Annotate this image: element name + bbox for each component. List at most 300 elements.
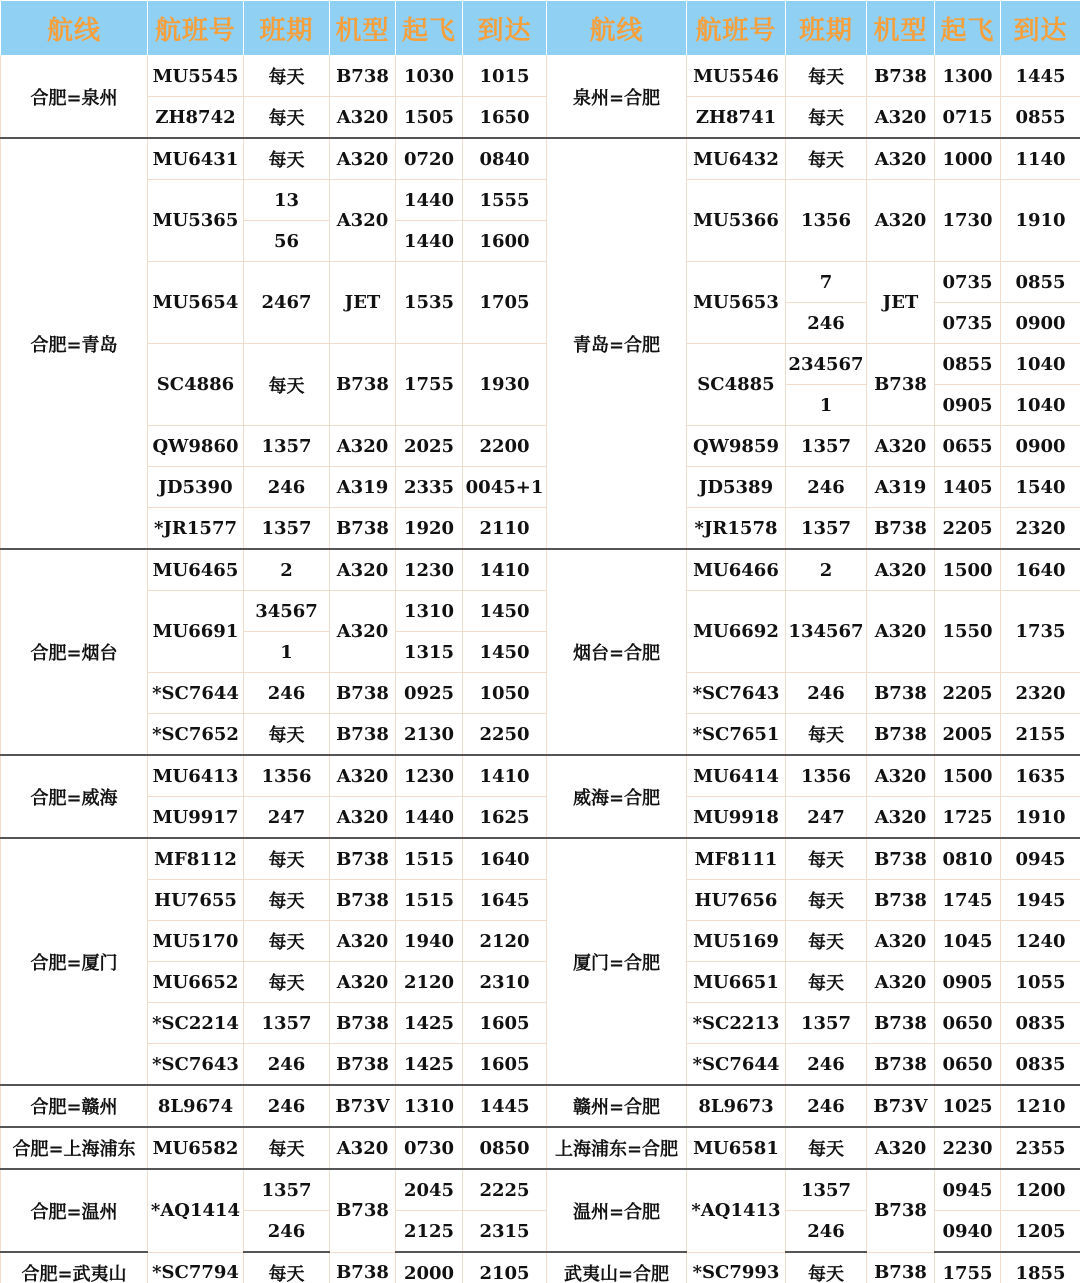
flight-no-cell: *SC7644 xyxy=(687,1044,786,1086)
header-schedule-days: 班期 xyxy=(786,1,867,56)
flight-no-cell: *AQ1414 xyxy=(148,1169,244,1252)
aircraft-cell: A320 xyxy=(867,797,935,839)
arrival-cell: 1140 xyxy=(1001,138,1080,180)
departure-cell: 0905 xyxy=(935,385,1001,426)
aircraft-cell: A320 xyxy=(330,591,396,673)
days-cell: 13 xyxy=(244,180,330,221)
arrival-cell: 1040 xyxy=(1001,344,1080,385)
days-cell: 1 xyxy=(786,385,867,426)
arrival-cell: 1705 xyxy=(463,262,547,344)
departure-cell: 0735 xyxy=(935,262,1001,303)
departure-cell: 1920 xyxy=(396,508,463,550)
departure-cell: 1500 xyxy=(935,549,1001,591)
aircraft-cell: B73V xyxy=(330,1085,396,1127)
days-cell: 246 xyxy=(244,1085,330,1127)
header-aircraft: 机型 xyxy=(867,1,935,56)
departure-cell: 2205 xyxy=(935,508,1001,550)
aircraft-cell: A319 xyxy=(867,467,935,508)
arrival-cell: 0850 xyxy=(463,1127,547,1169)
days-cell: 234567 xyxy=(786,344,867,385)
aircraft-cell: B738 xyxy=(330,1252,396,1283)
aircraft-cell: A320 xyxy=(330,755,396,797)
flight-no-cell: MU9918 xyxy=(687,797,786,839)
departure-cell: 2000 xyxy=(396,1252,463,1283)
days-cell: 1357 xyxy=(244,508,330,550)
aircraft-cell: A320 xyxy=(330,97,396,139)
arrival-cell: 1735 xyxy=(1001,591,1080,673)
flight-no-cell: *SC7652 xyxy=(148,714,244,756)
flight-no-cell: MU6582 xyxy=(148,1127,244,1169)
aircraft-cell: A320 xyxy=(330,180,396,262)
flight-no-cell: MU5545 xyxy=(148,56,244,97)
days-cell: 246 xyxy=(244,467,330,508)
arrival-cell: 1635 xyxy=(1001,755,1080,797)
aircraft-cell: JET xyxy=(330,262,396,344)
days-cell: 每天 xyxy=(786,97,867,139)
route-cell: 泉州=合肥 xyxy=(547,56,687,139)
departure-cell: 1505 xyxy=(396,97,463,139)
departure-cell: 0650 xyxy=(935,1044,1001,1086)
departure-cell: 1425 xyxy=(396,1003,463,1044)
flight-no-cell: MF8111 xyxy=(687,838,786,880)
days-cell: 34567 xyxy=(244,591,330,632)
departure-cell: 1535 xyxy=(396,262,463,344)
arrival-cell: 1945 xyxy=(1001,880,1080,921)
days-cell: 1357 xyxy=(786,508,867,550)
arrival-cell: 1625 xyxy=(463,797,547,839)
days-cell: 每天 xyxy=(786,714,867,756)
departure-cell: 1755 xyxy=(396,344,463,426)
aircraft-cell: B738 xyxy=(330,714,396,756)
arrival-cell: 2355 xyxy=(1001,1127,1080,1169)
days-cell: 2467 xyxy=(244,262,330,344)
arrival-cell: 0945 xyxy=(1001,838,1080,880)
arrival-cell: 2310 xyxy=(463,962,547,1003)
arrival-cell: 2320 xyxy=(1001,508,1080,550)
aircraft-cell: A320 xyxy=(867,591,935,673)
table-row xyxy=(1,180,1080,221)
aircraft-cell: A320 xyxy=(330,549,396,591)
flight-no-cell: MU6465 xyxy=(148,549,244,591)
table-row xyxy=(1,1044,1080,1086)
route-cell: 合肥=厦门 xyxy=(1,838,148,1085)
days-cell: 每天 xyxy=(244,56,330,97)
days-cell: 每天 xyxy=(786,138,867,180)
aircraft-cell: A320 xyxy=(330,797,396,839)
flight-no-cell: MU6651 xyxy=(687,962,786,1003)
departure-cell: 2130 xyxy=(396,714,463,756)
days-cell: 2 xyxy=(786,549,867,591)
flight-no-cell: *JR1578 xyxy=(687,508,786,550)
header-schedule-days: 班期 xyxy=(244,1,330,56)
arrival-cell: 1645 xyxy=(463,880,547,921)
flight-no-cell: MU5653 xyxy=(687,262,786,344)
header-flight-no: 航班号 xyxy=(148,1,244,56)
aircraft-cell: A320 xyxy=(867,755,935,797)
arrival-cell: 0045+1 xyxy=(463,467,547,508)
departure-cell: 1230 xyxy=(396,549,463,591)
arrival-cell: 1605 xyxy=(463,1044,547,1086)
route-cell: 合肥=烟台 xyxy=(1,549,148,755)
days-cell: 56 xyxy=(244,221,330,262)
flight-no-cell: 8L9673 xyxy=(687,1085,786,1127)
route-cell: 赣州=合肥 xyxy=(547,1085,687,1127)
arrival-cell: 0900 xyxy=(1001,303,1080,344)
days-cell: 2 xyxy=(244,549,330,591)
departure-cell: 1025 xyxy=(935,1085,1001,1127)
days-cell: 246 xyxy=(786,467,867,508)
aircraft-cell: A320 xyxy=(867,97,935,139)
aircraft-cell: B738 xyxy=(867,673,935,714)
aircraft-cell: B738 xyxy=(330,1003,396,1044)
header-arrival: 到达 xyxy=(463,1,547,56)
flight-no-cell: *SC2213 xyxy=(687,1003,786,1044)
departure-cell: 0655 xyxy=(935,426,1001,467)
route-cell: 烟台=合肥 xyxy=(547,549,687,755)
departure-cell: 1300 xyxy=(935,56,1001,97)
days-cell: 每天 xyxy=(786,921,867,962)
departure-cell: 0925 xyxy=(396,673,463,714)
aircraft-cell: A320 xyxy=(867,962,935,1003)
aircraft-cell: A320 xyxy=(330,426,396,467)
aircraft-cell: JET xyxy=(867,262,935,344)
aircraft-cell: B738 xyxy=(330,838,396,880)
aircraft-cell: B738 xyxy=(330,880,396,921)
table-row xyxy=(1,1003,1080,1044)
table-row xyxy=(1,262,1080,303)
departure-cell: 1310 xyxy=(396,591,463,632)
departure-cell: 0905 xyxy=(935,962,1001,1003)
arrival-cell: 2120 xyxy=(463,921,547,962)
aircraft-cell: B738 xyxy=(330,1044,396,1086)
flight-no-cell: JD5390 xyxy=(148,467,244,508)
flight-no-cell: MU6692 xyxy=(687,591,786,673)
arrival-cell: 0855 xyxy=(1001,262,1080,303)
route-cell: 威海=合肥 xyxy=(547,755,687,838)
flight-no-cell: MU5654 xyxy=(148,262,244,344)
flight-no-cell: MU6432 xyxy=(687,138,786,180)
days-cell: 每天 xyxy=(244,1252,330,1283)
departure-cell: 1515 xyxy=(396,838,463,880)
aircraft-cell: B738 xyxy=(867,344,935,426)
route-cell: 合肥=青岛 xyxy=(1,138,148,549)
flight-no-cell: MU6691 xyxy=(148,591,244,673)
header-departure: 起飞 xyxy=(396,1,463,56)
departure-cell: 1440 xyxy=(396,221,463,262)
days-cell: 246 xyxy=(786,303,867,344)
route-cell: 青岛=合肥 xyxy=(547,138,687,549)
aircraft-cell: A320 xyxy=(867,426,935,467)
flight-no-cell: *SC7651 xyxy=(687,714,786,756)
aircraft-cell: A320 xyxy=(867,921,935,962)
days-cell: 每天 xyxy=(786,1252,867,1283)
arrival-cell: 1450 xyxy=(463,632,547,673)
days-cell: 每天 xyxy=(244,1127,330,1169)
flight-no-cell: *SC7643 xyxy=(148,1044,244,1086)
departure-cell: 1730 xyxy=(935,180,1001,262)
days-cell: 每天 xyxy=(244,921,330,962)
days-cell: 1356 xyxy=(786,180,867,262)
route-cell: 合肥=赣州 xyxy=(1,1085,148,1127)
flight-no-cell: MU6466 xyxy=(687,549,786,591)
flight-no-cell: MU9917 xyxy=(148,797,244,839)
days-cell: 1357 xyxy=(244,1003,330,1044)
aircraft-cell: A320 xyxy=(330,921,396,962)
departure-cell: 0650 xyxy=(935,1003,1001,1044)
departure-cell: 0855 xyxy=(935,344,1001,385)
departure-cell: 1045 xyxy=(935,921,1001,962)
aircraft-cell: B73V xyxy=(867,1085,935,1127)
flight-no-cell: *SC2214 xyxy=(148,1003,244,1044)
aircraft-cell: B738 xyxy=(330,673,396,714)
route-cell: 合肥=泉州 xyxy=(1,56,148,139)
flight-no-cell: MU5366 xyxy=(687,180,786,262)
flight-no-cell: *SC7643 xyxy=(687,673,786,714)
departure-cell: 1230 xyxy=(396,755,463,797)
flight-no-cell: *SC7993 xyxy=(687,1252,786,1283)
departure-cell: 2230 xyxy=(935,1127,1001,1169)
departure-cell: 1440 xyxy=(396,797,463,839)
departure-cell: 1310 xyxy=(396,1085,463,1127)
flight-no-cell: JD5389 xyxy=(687,467,786,508)
days-cell: 246 xyxy=(786,673,867,714)
route-cell: 合肥=上海浦东 xyxy=(1,1127,148,1169)
days-cell: 7 xyxy=(786,262,867,303)
arrival-cell: 1910 xyxy=(1001,180,1080,262)
flight-no-cell: MU5170 xyxy=(148,921,244,962)
table-row xyxy=(1,838,1080,880)
table-row xyxy=(1,467,1080,508)
departure-cell: 2045 xyxy=(396,1169,463,1211)
table-row xyxy=(1,56,1080,97)
departure-cell: 1000 xyxy=(935,138,1001,180)
days-cell: 1357 xyxy=(786,1003,867,1044)
days-cell: 每天 xyxy=(786,838,867,880)
flight-no-cell: *SC7794 xyxy=(148,1252,244,1283)
arrival-cell: 0835 xyxy=(1001,1044,1080,1086)
aircraft-cell: B738 xyxy=(867,56,935,97)
arrival-cell: 0835 xyxy=(1001,1003,1080,1044)
aircraft-cell: B738 xyxy=(330,344,396,426)
flight-no-cell: SC4885 xyxy=(687,344,786,426)
flight-no-cell: MU6652 xyxy=(148,962,244,1003)
aircraft-cell: B738 xyxy=(867,1252,935,1283)
table-row xyxy=(1,673,1080,714)
route-cell: 温州=合肥 xyxy=(547,1169,687,1252)
departure-cell: 1030 xyxy=(396,56,463,97)
departure-cell: 2125 xyxy=(396,1211,463,1253)
flight-no-cell: 8L9674 xyxy=(148,1085,244,1127)
route-cell: 武夷山=合肥 xyxy=(547,1252,687,1283)
header-aircraft: 机型 xyxy=(330,1,396,56)
arrival-cell: 2110 xyxy=(463,508,547,550)
aircraft-cell: B738 xyxy=(867,714,935,756)
departure-cell: 1440 xyxy=(396,180,463,221)
arrival-cell: 1445 xyxy=(1001,56,1080,97)
table-row xyxy=(1,344,1080,385)
departure-cell: 2205 xyxy=(935,673,1001,714)
arrival-cell: 1640 xyxy=(1001,549,1080,591)
arrival-cell: 1240 xyxy=(1001,921,1080,962)
days-cell: 每天 xyxy=(244,344,330,426)
departure-cell: 2335 xyxy=(396,467,463,508)
days-cell: 246 xyxy=(244,1044,330,1086)
table-row xyxy=(1,880,1080,921)
days-cell: 每天 xyxy=(244,880,330,921)
arrival-cell: 2250 xyxy=(463,714,547,756)
table-row xyxy=(1,508,1080,550)
arrival-cell: 1910 xyxy=(1001,797,1080,839)
departure-cell: 2005 xyxy=(935,714,1001,756)
aircraft-cell: B738 xyxy=(867,508,935,550)
days-cell: 1357 xyxy=(786,1169,867,1211)
arrival-cell: 1540 xyxy=(1001,467,1080,508)
flight-no-cell: QW9859 xyxy=(687,426,786,467)
days-cell: 每天 xyxy=(786,880,867,921)
table-row xyxy=(1,549,1080,591)
departure-cell: 1755 xyxy=(935,1252,1001,1283)
aircraft-cell: A320 xyxy=(867,180,935,262)
aircraft-cell: B738 xyxy=(867,1169,935,1252)
arrival-cell: 1445 xyxy=(463,1085,547,1127)
aircraft-cell: A320 xyxy=(330,1127,396,1169)
flight-no-cell: ZH8742 xyxy=(148,97,244,139)
flight-no-cell: MF8112 xyxy=(148,838,244,880)
arrival-cell: 2155 xyxy=(1001,714,1080,756)
route-cell: 厦门=合肥 xyxy=(547,838,687,1085)
arrival-cell: 0840 xyxy=(463,138,547,180)
days-cell: 1356 xyxy=(244,755,330,797)
departure-cell: 1725 xyxy=(935,797,1001,839)
days-cell: 每天 xyxy=(244,138,330,180)
aircraft-cell: B738 xyxy=(330,508,396,550)
flight-no-cell: *JR1577 xyxy=(148,508,244,550)
header-route-return: 航线 xyxy=(547,1,687,56)
days-cell: 247 xyxy=(786,797,867,839)
days-cell: 246 xyxy=(244,1211,330,1253)
arrival-cell: 1410 xyxy=(463,755,547,797)
aircraft-cell: B738 xyxy=(867,880,935,921)
departure-cell: 0735 xyxy=(935,303,1001,344)
flight-no-cell: SC4886 xyxy=(148,344,244,426)
arrival-cell: 1410 xyxy=(463,549,547,591)
aircraft-cell: B738 xyxy=(867,838,935,880)
table-row xyxy=(1,1085,1080,1127)
flight-no-cell: *AQ1413 xyxy=(687,1169,786,1252)
arrival-cell: 2105 xyxy=(463,1252,547,1283)
days-cell: 246 xyxy=(244,673,330,714)
arrival-cell: 1210 xyxy=(1001,1085,1080,1127)
arrival-cell: 1055 xyxy=(1001,962,1080,1003)
days-cell: 247 xyxy=(244,797,330,839)
table-row xyxy=(1,1252,1080,1283)
arrival-cell: 1600 xyxy=(463,221,547,262)
aircraft-cell: A320 xyxy=(330,138,396,180)
header-route-outbound: 航线 xyxy=(1,1,148,56)
flight-no-cell: QW9860 xyxy=(148,426,244,467)
route-cell: 合肥=温州 xyxy=(1,1169,148,1252)
table-row xyxy=(1,1127,1080,1169)
flight-no-cell: *SC7644 xyxy=(148,673,244,714)
aircraft-cell: B738 xyxy=(330,56,396,97)
departure-cell: 0730 xyxy=(396,1127,463,1169)
flight-no-cell: HU7655 xyxy=(148,880,244,921)
days-cell: 每天 xyxy=(244,962,330,1003)
aircraft-cell: B738 xyxy=(330,1169,396,1252)
table-row xyxy=(1,97,1080,139)
aircraft-cell: A320 xyxy=(330,962,396,1003)
departure-cell: 2025 xyxy=(396,426,463,467)
arrival-cell: 1605 xyxy=(463,1003,547,1044)
table-row xyxy=(1,591,1080,632)
table-row xyxy=(1,921,1080,962)
arrival-cell: 1040 xyxy=(1001,385,1080,426)
departure-cell: 0715 xyxy=(935,97,1001,139)
header-arrival: 到达 xyxy=(1001,1,1080,56)
flight-no-cell: MU6581 xyxy=(687,1127,786,1169)
departure-cell: 1550 xyxy=(935,591,1001,673)
departure-cell: 0940 xyxy=(935,1211,1001,1253)
days-cell: 1357 xyxy=(244,426,330,467)
arrival-cell: 1650 xyxy=(463,97,547,139)
days-cell: 246 xyxy=(786,1085,867,1127)
flight-no-cell: MU5169 xyxy=(687,921,786,962)
table-row xyxy=(1,755,1080,797)
table-row xyxy=(1,1169,1080,1211)
days-cell: 246 xyxy=(786,1044,867,1086)
days-cell: 每天 xyxy=(244,838,330,880)
days-cell: 1357 xyxy=(786,426,867,467)
departure-cell: 1500 xyxy=(935,755,1001,797)
departure-cell: 1405 xyxy=(935,467,1001,508)
departure-cell: 1940 xyxy=(396,921,463,962)
arrival-cell: 1200 xyxy=(1001,1169,1080,1211)
arrival-cell: 2320 xyxy=(1001,673,1080,714)
header-flight-no: 航班号 xyxy=(687,1,786,56)
departure-cell: 2120 xyxy=(396,962,463,1003)
days-cell: 每天 xyxy=(786,962,867,1003)
departure-cell: 0945 xyxy=(935,1169,1001,1211)
flight-no-cell: MU6413 xyxy=(148,755,244,797)
flight-no-cell: HU7656 xyxy=(687,880,786,921)
days-cell: 每天 xyxy=(244,714,330,756)
table-row xyxy=(1,426,1080,467)
days-cell: 246 xyxy=(786,1211,867,1253)
departure-cell: 1515 xyxy=(396,880,463,921)
arrival-cell: 2225 xyxy=(463,1169,547,1211)
arrival-cell: 2315 xyxy=(463,1211,547,1253)
flight-no-cell: MU6414 xyxy=(687,755,786,797)
table-row xyxy=(1,962,1080,1003)
arrival-cell: 1555 xyxy=(463,180,547,221)
arrival-cell: 1930 xyxy=(463,344,547,426)
days-cell: 1 xyxy=(244,632,330,673)
arrival-cell: 1450 xyxy=(463,591,547,632)
arrival-cell: 1205 xyxy=(1001,1211,1080,1253)
arrival-cell: 2200 xyxy=(463,426,547,467)
route-cell: 上海浦东=合肥 xyxy=(547,1127,687,1169)
aircraft-cell: A319 xyxy=(330,467,396,508)
days-cell: 每天 xyxy=(244,97,330,139)
table-row xyxy=(1,138,1080,180)
flight-no-cell: ZH8741 xyxy=(687,97,786,139)
days-cell: 1357 xyxy=(244,1169,330,1211)
departure-cell: 1425 xyxy=(396,1044,463,1086)
departure-cell: 1315 xyxy=(396,632,463,673)
aircraft-cell: A320 xyxy=(867,1127,935,1169)
days-cell: 每天 xyxy=(786,56,867,97)
departure-cell: 0810 xyxy=(935,838,1001,880)
